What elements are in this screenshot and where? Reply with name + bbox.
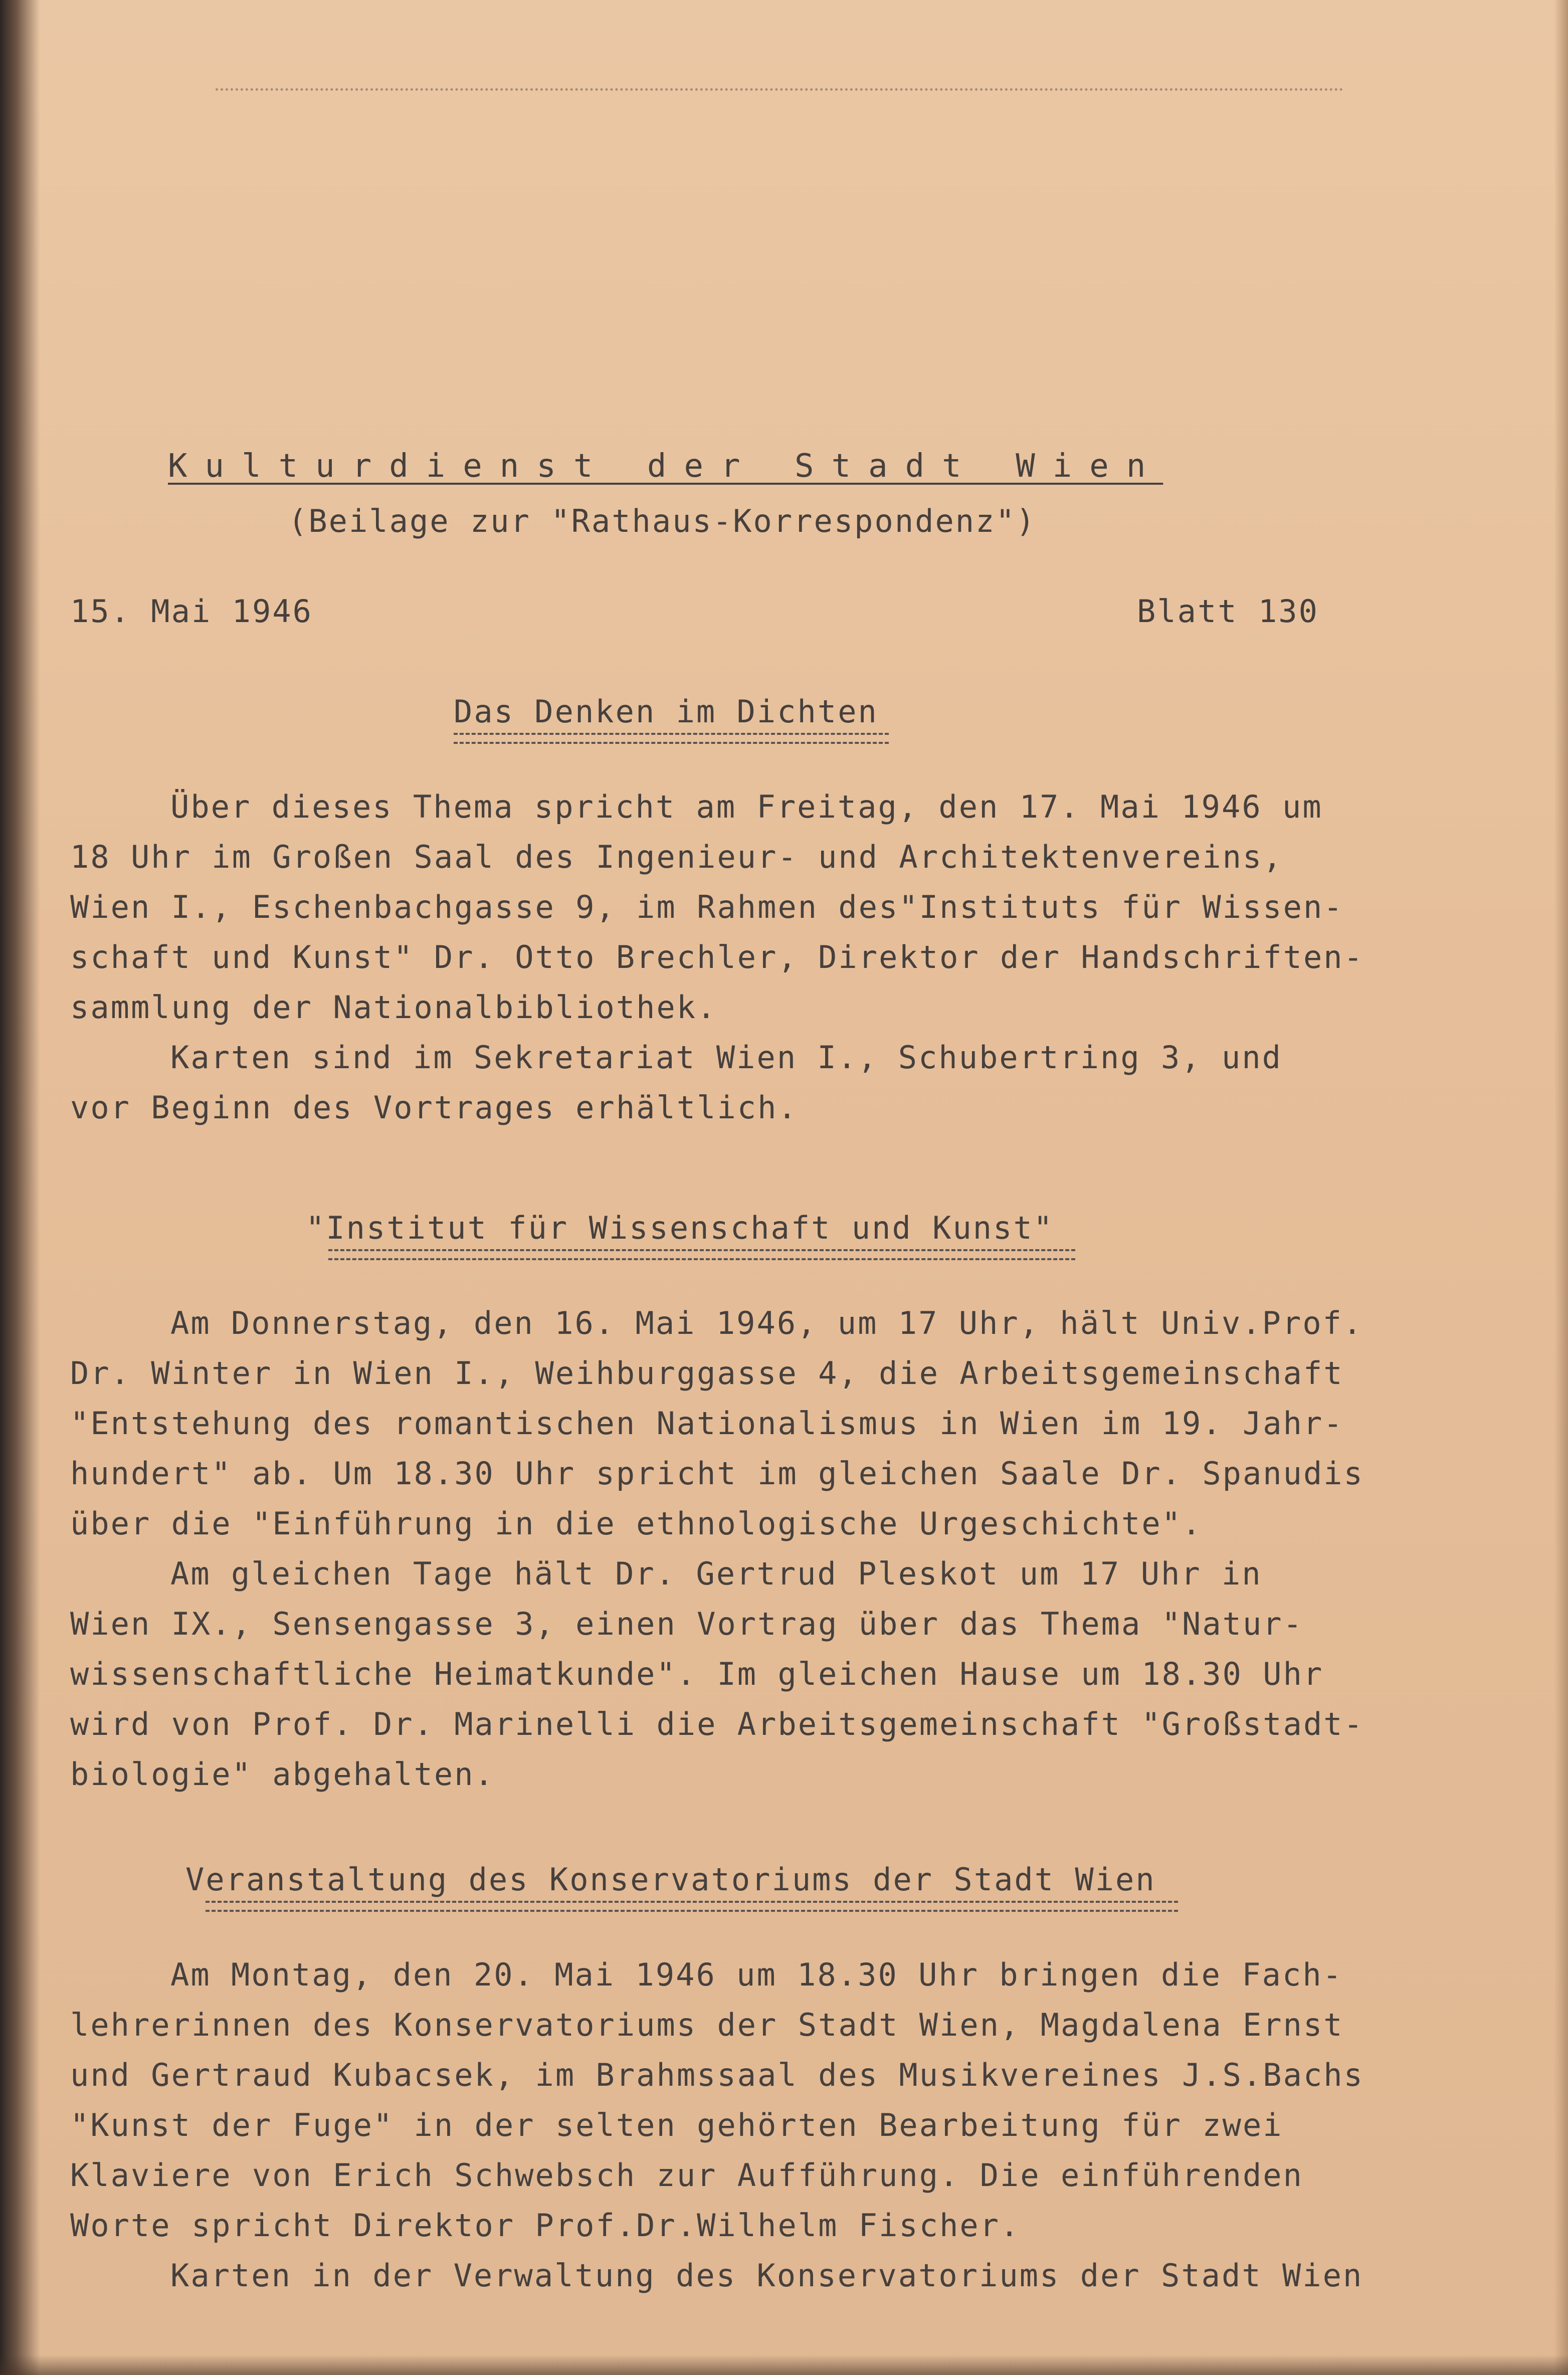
- text-line: Wien I., Eschenbachgasse 9, im Rahmen des"Instituts für Wissen-: [70, 889, 1344, 925]
- faded-header-line: [216, 88, 1343, 96]
- sheet-number: Blatt 130: [1137, 593, 1319, 630]
- text-line: Wien IX., Sensengasse 3, einen Vortrag über das Thema "Natur-: [70, 1606, 1303, 1642]
- text-line: "Entstehung des romantischen Nationalismus in Wien im 19. Jahr-: [70, 1405, 1344, 1442]
- text-line: wissenschaftliche Heimatkunde". Im gleichen Hause um 18.30 Uhr: [70, 1656, 1324, 1692]
- binding-shadow: [0, 0, 40, 2375]
- text-line: vor Beginn des Vortrages erhältlich.: [70, 1089, 798, 1126]
- text-line: über die "Einführung in die ethnologische Urgeschichte".: [70, 1505, 1203, 1542]
- page-edge: [1554, 0, 1568, 2375]
- heading-double-underline: [454, 733, 889, 744]
- text-line: 18 Uhr im Großen Saal des Ingenieur- und Architektenvereins,: [70, 839, 1283, 875]
- text-line: Dr. Winter in Wien I., Weihburggasse 4, die Arbeitsgemeinschaft: [70, 1355, 1344, 1392]
- text-line: und Gertraud Kubacsek, im Brahmssaal des Musikvereines J.S.Bachs: [70, 2057, 1364, 2093]
- text-line: Über dieses Thema spricht am Freitag, den 17. Mai 1946 um: [170, 788, 1323, 825]
- text-line: sammlung der Nationalbibliothek.: [70, 989, 717, 1026]
- heading-double-underline: [206, 1901, 1178, 1912]
- text-line: Am Donnerstag, den 16. Mai 1946, um 17 Uhr, hält Univ.Prof.: [170, 1305, 1363, 1341]
- text-line: Am gleichen Tage hält Dr. Gertrud Pleskot um 17 Uhr in: [170, 1555, 1262, 1592]
- text-line: Karten sind im Sekretariat Wien I., Schubertring 3, und: [170, 1039, 1282, 1076]
- text-line: biologie" abgehalten.: [70, 1756, 495, 1793]
- document-subtitle: (Beilage zur "Rathaus-Korrespondenz"): [288, 503, 1037, 539]
- text-line: lehrerinnen des Konservatoriums der Stadt Wien, Magdalena Ernst: [70, 2007, 1344, 2043]
- text-line: hundert" ab. Um 18.30 Uhr spricht im gleichen Saale Dr. Spanudis: [70, 1455, 1364, 1492]
- section-heading: Veranstaltung des Konservatoriums der Stadt Wien: [185, 1861, 1156, 1898]
- section-heading: "Institut für Wissenschaft und Kunst": [306, 1210, 1054, 1246]
- document-date: 15. Mai 1946: [70, 593, 313, 630]
- text-line: Worte spricht Direktor Prof.Dr.Wilhelm Fischer.: [70, 2207, 1021, 2244]
- page-bottom-edge: [0, 2355, 1568, 2375]
- section-heading: Das Denken im Dichten: [454, 693, 878, 730]
- text-line: Karten in der Verwaltung des Konservatoriums der Stadt Wien: [170, 2257, 1363, 2294]
- text-line: Klaviere von Erich Schwebsch zur Aufführung. Die einführenden: [70, 2157, 1303, 2194]
- text-line: schaft und Kunst" Dr. Otto Brechler, Direktor der Handschriften-: [70, 939, 1364, 975]
- text-line: "Kunst der Fuge" in der selten gehörten Bearbeitung für zwei: [70, 2107, 1283, 2143]
- text-line: wird von Prof. Dr. Marinelli die Arbeitsgemeinschaft "Großstadt-: [70, 1706, 1364, 1742]
- heading-double-underline: [328, 1249, 1075, 1260]
- text-line: Am Montag, den 20. Mai 1946 um 18.30 Uhr bringen die Fach-: [170, 1956, 1343, 1993]
- document-title: Kulturdienst der Stadt Wien: [168, 448, 1163, 485]
